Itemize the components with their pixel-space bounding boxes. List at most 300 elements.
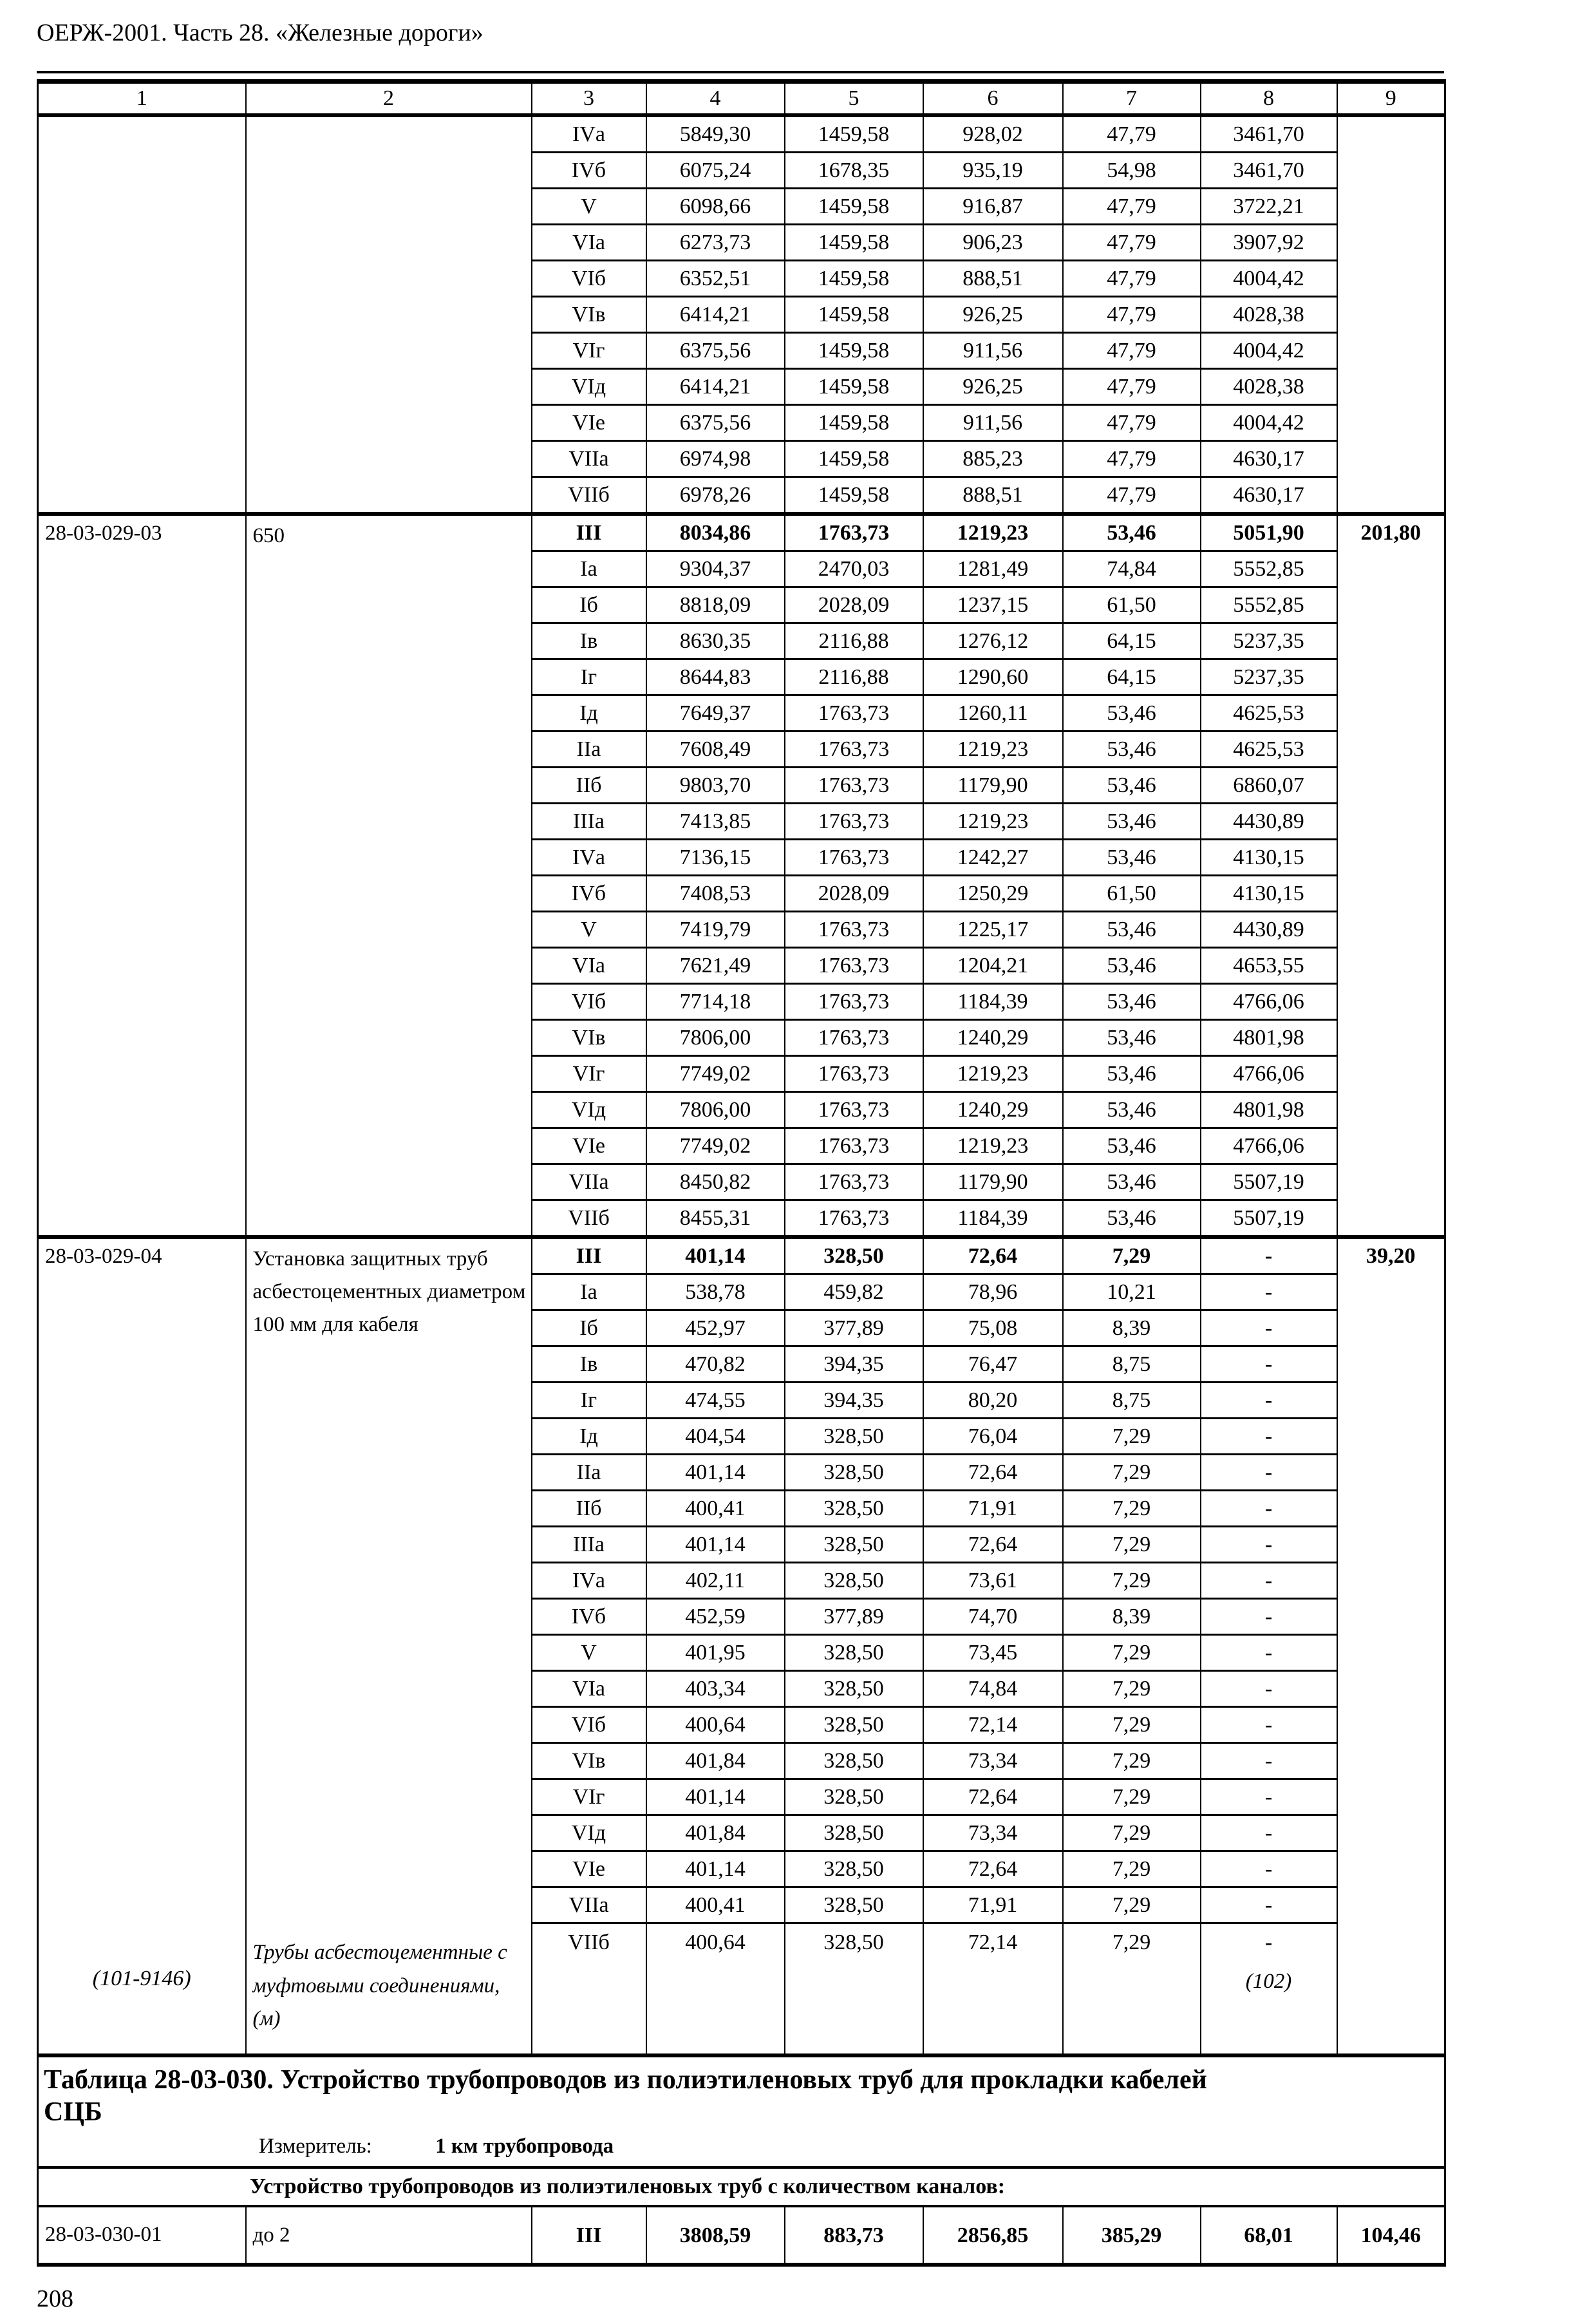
footnote-description: Трубы асбестоцементные с муфтовыми соединениями, (м)	[246, 1923, 532, 2055]
value-cell: 6375,56	[646, 333, 785, 369]
value-cell: 926,25	[923, 297, 1063, 333]
zone-cell: III	[532, 2206, 646, 2265]
value-cell: 76,47	[923, 1346, 1063, 1383]
value-cell: 1763,73	[785, 1128, 923, 1164]
zone-cell: IVб	[532, 153, 646, 189]
value-cell: 68,01	[1201, 2206, 1337, 2265]
value-cell: 53,46	[1063, 1200, 1201, 1238]
zone-cell: Iа	[532, 551, 646, 587]
value-cell: 401,84	[646, 1815, 785, 1851]
column-header: 2	[246, 82, 532, 116]
value-cell: 6375,56	[646, 405, 785, 441]
value-cell: 7,29	[1063, 1923, 1201, 2055]
value-cell: 394,35	[785, 1383, 923, 1419]
value-cell: 7,29	[1063, 1779, 1201, 1815]
value-cell: 1184,39	[923, 984, 1063, 1020]
value-cell: 6978,26	[646, 477, 785, 515]
value-cell: 911,56	[923, 333, 1063, 369]
value-cell: 5552,85	[1201, 551, 1337, 587]
value-cell: 7608,49	[646, 732, 785, 768]
value-cell: 8644,83	[646, 659, 785, 695]
value-cell: 7,29	[1063, 1527, 1201, 1563]
value-cell: 7,29	[1063, 1743, 1201, 1779]
value-cell: 4004,42	[1201, 261, 1337, 297]
value-cell: -	[1201, 1779, 1337, 1815]
column-header: 7	[1063, 82, 1201, 116]
value-cell: 7,29	[1063, 1237, 1201, 1274]
value-cell: 3461,70	[1201, 153, 1337, 189]
value-cell: 1276,12	[923, 623, 1063, 659]
value-cell: 47,79	[1063, 369, 1201, 405]
value-cell: 404,54	[646, 1419, 785, 1455]
zone-cell: V	[532, 1635, 646, 1671]
value-cell: -	[1201, 1851, 1337, 1887]
value-cell: 8450,82	[646, 1164, 785, 1200]
value-cell: 1459,58	[785, 225, 923, 261]
value-cell: 7,29	[1063, 1851, 1201, 1887]
value-cell: 1219,23	[923, 514, 1063, 551]
value-cell: 1678,35	[785, 153, 923, 189]
value-cell: 73,34	[923, 1815, 1063, 1851]
value-cell: 4028,38	[1201, 369, 1337, 405]
value-cell: 328,50	[785, 1419, 923, 1455]
value-cell: 8,39	[1063, 1310, 1201, 1346]
zone-cell: Iг	[532, 1383, 646, 1419]
value-cell: 3722,21	[1201, 189, 1337, 225]
value-cell: 53,46	[1063, 1056, 1201, 1092]
value-cell: 9803,70	[646, 768, 785, 804]
value-cell: 7,29	[1063, 1635, 1201, 1671]
value-cell: 72,14	[923, 1923, 1063, 2055]
zone-cell: Iг	[532, 659, 646, 695]
value-cell: 47,79	[1063, 189, 1201, 225]
value-cell: 1763,73	[785, 732, 923, 768]
value-cell: 394,35	[785, 1346, 923, 1383]
value-cell: 4766,06	[1201, 1128, 1337, 1164]
value-cell: 1179,90	[923, 768, 1063, 804]
value-cell: 4430,89	[1201, 804, 1337, 840]
value-cell: 6414,21	[646, 369, 785, 405]
value-cell: 1763,73	[785, 514, 923, 551]
value-cell: 1225,17	[923, 912, 1063, 948]
value-cell: -	[1201, 1635, 1337, 1671]
rates-table-body	[38, 115, 1445, 2055]
value-cell: 1763,73	[785, 1200, 923, 1238]
value-cell: 1281,49	[923, 551, 1063, 587]
value-cell: 7,29	[1063, 1455, 1201, 1491]
zone-cell: VIд	[532, 1815, 646, 1851]
value-cell: 10,21	[1063, 1274, 1201, 1310]
value-cell: -	[1201, 1527, 1337, 1563]
section-code: 28-03-029-04	[38, 1237, 246, 1923]
table-row	[38, 514, 1445, 551]
value-cell: 6075,24	[646, 153, 785, 189]
value-cell: 1242,27	[923, 840, 1063, 876]
column-header: 6	[923, 82, 1063, 116]
zone-cell: VIа	[532, 1671, 646, 1707]
zone-cell: VIг	[532, 333, 646, 369]
rate-code: 28-03-030-01	[38, 2206, 246, 2265]
next-table-title: Таблица 28-03-030. Устройство трубопроводов из полиэтиленовых труб для прокладки кабелей СЦБ	[44, 2064, 1207, 2127]
value-cell: -	[1201, 1237, 1337, 1274]
value-cell: 8,39	[1063, 1599, 1201, 1635]
measure-label: Измеритель:	[259, 2135, 372, 2158]
zone-cell: VIа	[532, 948, 646, 984]
value-cell: 6098,66	[646, 189, 785, 225]
value-cell: 7,29	[1063, 1419, 1201, 1455]
column-header: 5	[785, 82, 923, 116]
value-cell: 1219,23	[923, 1056, 1063, 1092]
value-cell: -	[1201, 1419, 1337, 1455]
value-cell: 888,51	[923, 477, 1063, 515]
value-cell: -	[1201, 1310, 1337, 1346]
value-cell: 53,46	[1063, 1020, 1201, 1056]
value-cell: 47,79	[1063, 115, 1201, 153]
table-row	[38, 2206, 1445, 2265]
value-cell: 4004,42	[1201, 333, 1337, 369]
footnote-col9-empty	[1337, 1923, 1445, 2055]
value-cell: 1763,73	[785, 695, 923, 732]
zone-cell: VIг	[532, 1779, 646, 1815]
value-cell: 64,15	[1063, 659, 1201, 695]
zone-cell: VIд	[532, 1092, 646, 1128]
value-cell: 2470,03	[785, 551, 923, 587]
value-cell: 538,78	[646, 1274, 785, 1310]
value-cell: 377,89	[785, 1310, 923, 1346]
value-cell: 7,29	[1063, 1563, 1201, 1599]
value-cell: 47,79	[1063, 477, 1201, 515]
zone-cell: Iд	[532, 1419, 646, 1455]
column-header: 3	[532, 82, 646, 116]
value-cell: 80,20	[923, 1383, 1063, 1419]
zone-cell: IVб	[532, 1599, 646, 1635]
rates-table	[37, 79, 1446, 2267]
value-cell: 926,25	[923, 369, 1063, 405]
value-cell: 1763,73	[785, 840, 923, 876]
value-cell: 1240,29	[923, 1092, 1063, 1128]
value-cell: 73,45	[923, 1635, 1063, 1671]
zone-cell: VIв	[532, 297, 646, 333]
value-cell: -	[1201, 1743, 1337, 1779]
value-cell: 5507,19	[1201, 1200, 1337, 1238]
value-cell: -	[1201, 1563, 1337, 1599]
value-cell: 2116,88	[785, 623, 923, 659]
value-cell: 7,29	[1063, 1707, 1201, 1743]
zone-cell: Iд	[532, 695, 646, 732]
value-cell: 2116,88	[785, 659, 923, 695]
table-row	[38, 2055, 1445, 2168]
value-cell: 4630,17	[1201, 477, 1337, 515]
value-cell: 53,46	[1063, 695, 1201, 732]
value-cell: 7136,15	[646, 840, 785, 876]
zone-cell: III	[532, 1237, 646, 1274]
footnote-reference: (102)	[1245, 1970, 1292, 1994]
value-cell: 5507,19	[1201, 1164, 1337, 1200]
value-cell: 328,50	[785, 1455, 923, 1491]
value-cell: 452,59	[646, 1599, 785, 1635]
value-cell: 2028,09	[785, 876, 923, 912]
value-cell: 53,46	[1063, 514, 1201, 551]
value-cell: 54,98	[1063, 153, 1201, 189]
next-table-block	[38, 2055, 1445, 2265]
value-cell: 7749,02	[646, 1056, 785, 1092]
value-cell: 71,91	[923, 1887, 1063, 1923]
value-cell: 4028,38	[1201, 297, 1337, 333]
next-table-title-cell	[38, 2055, 1445, 2168]
value-cell: 401,14	[646, 1851, 785, 1887]
zone-cell: VIе	[532, 405, 646, 441]
value-dash: -	[1264, 1931, 1273, 1954]
value-cell: 1184,39	[923, 1200, 1063, 1238]
value-cell: 401,14	[646, 1237, 785, 1274]
value-cell: 401,14	[646, 1527, 785, 1563]
value-cell: 4801,98	[1201, 1092, 1337, 1128]
zone-cell: VIа	[532, 225, 646, 261]
zone-cell: VIIб	[532, 1200, 646, 1238]
value-cell: 1763,73	[785, 768, 923, 804]
zone-cell: IIб	[532, 768, 646, 804]
rate-description: до 2	[246, 2206, 532, 2265]
column-header: 9	[1337, 82, 1445, 116]
zone-cell: IVа	[532, 1563, 646, 1599]
value-cell: 7,29	[1063, 1887, 1201, 1923]
value-cell: 47,79	[1063, 405, 1201, 441]
value-cell: 7,29	[1063, 1671, 1201, 1707]
value-cell: 1763,73	[785, 804, 923, 840]
value-cell: 53,46	[1063, 804, 1201, 840]
value-cell: 1459,58	[785, 477, 923, 515]
value-cell: 1459,58	[785, 333, 923, 369]
column-header: 4	[646, 82, 785, 116]
value-cell: 5237,35	[1201, 623, 1337, 659]
value-cell: 1763,73	[785, 1164, 923, 1200]
footnote-code: (101-9146)	[38, 1923, 246, 2055]
value-cell: 459,82	[785, 1274, 923, 1310]
value-cell: 4004,42	[1201, 405, 1337, 441]
value-cell: -	[1201, 1491, 1337, 1527]
value-cell: 470,82	[646, 1346, 785, 1383]
value-cell: 7419,79	[646, 912, 785, 948]
value-cell: 1459,58	[785, 189, 923, 225]
value-cell: 75,08	[923, 1310, 1063, 1346]
value-cell: 4630,17	[1201, 441, 1337, 477]
value-cell: 74,70	[923, 1599, 1063, 1635]
zone-cell: III	[532, 514, 646, 551]
value-cell: 1219,23	[923, 732, 1063, 768]
value-cell: 328,50	[785, 1851, 923, 1887]
section-code: 28-03-029-03	[38, 514, 246, 1237]
zone-cell: VIIб	[532, 477, 646, 515]
section-description	[246, 115, 532, 514]
zone-cell: VIб	[532, 1707, 646, 1743]
zone-cell: VIIа	[532, 441, 646, 477]
zone-cell: IIа	[532, 732, 646, 768]
value-cell: 328,50	[785, 1635, 923, 1671]
value-cell: 7806,00	[646, 1092, 785, 1128]
value-cell: 47,79	[1063, 441, 1201, 477]
value-cell: 401,84	[646, 1743, 785, 1779]
value-cell: 888,51	[923, 261, 1063, 297]
zone-cell: VIIа	[532, 1164, 646, 1200]
section-code	[38, 115, 246, 514]
value-cell: 53,46	[1063, 732, 1201, 768]
zone-cell: Iв	[532, 1346, 646, 1383]
value-cell: 1459,58	[785, 441, 923, 477]
value-cell: 9304,37	[646, 551, 785, 587]
value-cell: 401,14	[646, 1779, 785, 1815]
value-cell: 328,50	[785, 1815, 923, 1851]
value-cell: 328,50	[785, 1707, 923, 1743]
value-cell: 8818,09	[646, 587, 785, 623]
value-cell: 71,91	[923, 1491, 1063, 1527]
measure-value: 1 км трубопровода	[435, 2135, 614, 2158]
value-cell: 7,29	[1063, 1815, 1201, 1851]
section-col9	[1337, 115, 1445, 514]
zone-cell: VIд	[532, 369, 646, 405]
value-cell: 6860,07	[1201, 768, 1337, 804]
value-cell: 8,75	[1063, 1346, 1201, 1383]
value-cell: 5051,90	[1201, 514, 1337, 551]
value-cell: 7714,18	[646, 984, 785, 1020]
value-cell: 4130,15	[1201, 840, 1337, 876]
value-cell: 401,14	[646, 1455, 785, 1491]
value-cell: 328,50	[785, 1527, 923, 1563]
value-cell: 53,46	[1063, 768, 1201, 804]
value-cell: 72,64	[923, 1237, 1063, 1274]
value-cell: 8,75	[1063, 1383, 1201, 1419]
value-cell: 73,61	[923, 1563, 1063, 1599]
value-cell: 385,29	[1063, 2206, 1201, 2265]
zone-cell: V	[532, 912, 646, 948]
table-row	[38, 2167, 1445, 2206]
value-cell: 885,23	[923, 441, 1063, 477]
value-cell: 328,50	[785, 1237, 923, 1274]
value-cell: 1219,23	[923, 1128, 1063, 1164]
value-cell: 72,64	[923, 1779, 1063, 1815]
section-col9: 201,80	[1337, 514, 1445, 1237]
value-cell: 1459,58	[785, 369, 923, 405]
value-cell: 3907,92	[1201, 225, 1337, 261]
value-cell: -	[1201, 1707, 1337, 1743]
value-cell: 4653,55	[1201, 948, 1337, 984]
group-header-cell: Устройство трубопроводов из полиэтиленовых труб с количеством каналов:	[38, 2167, 1445, 2206]
value-cell: 883,73	[785, 2206, 923, 2265]
zone-cell: VIв	[532, 1020, 646, 1056]
value-cell: 1459,58	[785, 115, 923, 153]
value-cell: 1763,73	[785, 1092, 923, 1128]
column-header: 8	[1201, 82, 1337, 116]
value-cell: 1179,90	[923, 1164, 1063, 1200]
zone-cell: VIе	[532, 1128, 646, 1164]
value-cell: -	[1201, 1599, 1337, 1635]
value-cell: 906,23	[923, 225, 1063, 261]
table-row	[38, 1237, 1445, 1274]
value-cell: 104,46	[1337, 2206, 1445, 2265]
value-cell: 1204,21	[923, 948, 1063, 984]
page-number: 208	[37, 2285, 73, 2313]
section-col9: 39,20	[1337, 1237, 1445, 1923]
value-cell: 5552,85	[1201, 587, 1337, 623]
value-cell: 47,79	[1063, 333, 1201, 369]
value-cell: 1260,11	[923, 695, 1063, 732]
value-cell: 53,46	[1063, 840, 1201, 876]
zone-cell: VIе	[532, 1851, 646, 1887]
value-cell: 74,84	[1063, 551, 1201, 587]
value-cell: 1763,73	[785, 912, 923, 948]
value-cell: 73,34	[923, 1743, 1063, 1779]
value-cell: 8455,31	[646, 1200, 785, 1238]
zone-cell: VIIб	[532, 1923, 646, 2055]
value-cell: 2856,85	[923, 2206, 1063, 2265]
table-row	[38, 115, 1445, 153]
value-cell: 4766,06	[1201, 1056, 1337, 1092]
value-cell: 1459,58	[785, 405, 923, 441]
value-cell: 1237,15	[923, 587, 1063, 623]
value-cell: 7,29	[1063, 1491, 1201, 1527]
value-cell: 7749,02	[646, 1128, 785, 1164]
value-cell: 402,11	[646, 1563, 785, 1599]
value-cell: 3461,70	[1201, 115, 1337, 153]
value-cell: 7621,49	[646, 948, 785, 984]
value-cell: 6414,21	[646, 297, 785, 333]
value-cell: 53,46	[1063, 1092, 1201, 1128]
value-cell: 377,89	[785, 1599, 923, 1635]
column-header: 1	[38, 82, 246, 116]
zone-cell: VIв	[532, 1743, 646, 1779]
zone-cell: VIIа	[532, 1887, 646, 1923]
value-cell: 4766,06	[1201, 984, 1337, 1020]
value-cell: 5237,35	[1201, 659, 1337, 695]
zone-cell: IIб	[532, 1491, 646, 1527]
zone-cell: IIIа	[532, 804, 646, 840]
value-cell: 1763,73	[785, 1020, 923, 1056]
value-cell: -	[1201, 1274, 1337, 1310]
value-cell: 1459,58	[785, 261, 923, 297]
value-cell: 53,46	[1063, 1128, 1201, 1164]
page-header: ОЕРЖ-2001. Часть 28. «Железные дороги»	[37, 19, 483, 46]
value-cell: 400,64	[646, 1707, 785, 1743]
value-cell: 6352,51	[646, 261, 785, 297]
value-cell: 328,50	[785, 1563, 923, 1599]
value-cell: 4625,53	[1201, 732, 1337, 768]
value-cell: 74,84	[923, 1671, 1063, 1707]
zone-cell: VIб	[532, 984, 646, 1020]
value-cell: 400,41	[646, 1887, 785, 1923]
zone-cell: IVа	[532, 115, 646, 153]
value-cell: 1250,29	[923, 876, 1063, 912]
value-cell: 403,34	[646, 1671, 785, 1707]
section-description: Установка защитных труб асбестоцементных диаметром 100 мм для кабеля	[246, 1237, 532, 1923]
value-cell: 47,79	[1063, 297, 1201, 333]
zone-cell: IVб	[532, 876, 646, 912]
value-cell: 4625,53	[1201, 695, 1337, 732]
value-cell: 400,41	[646, 1491, 785, 1527]
value-cell: 916,87	[923, 189, 1063, 225]
value-cell: 328,50	[785, 1887, 923, 1923]
value-cell: 328,50	[785, 1491, 923, 1527]
value-cell: 928,02	[923, 115, 1063, 153]
value-cell: 452,97	[646, 1310, 785, 1346]
value-cell: 1763,73	[785, 948, 923, 984]
value-cell: 4130,15	[1201, 876, 1337, 912]
zone-cell: IIIа	[532, 1527, 646, 1563]
value-cell: 401,95	[646, 1635, 785, 1671]
value-cell: 328,50	[785, 1671, 923, 1707]
value-cell: 2028,09	[785, 587, 923, 623]
value-cell: 4801,98	[1201, 1020, 1337, 1056]
value-cell: 7413,85	[646, 804, 785, 840]
value-cell	[1201, 1923, 1337, 2055]
